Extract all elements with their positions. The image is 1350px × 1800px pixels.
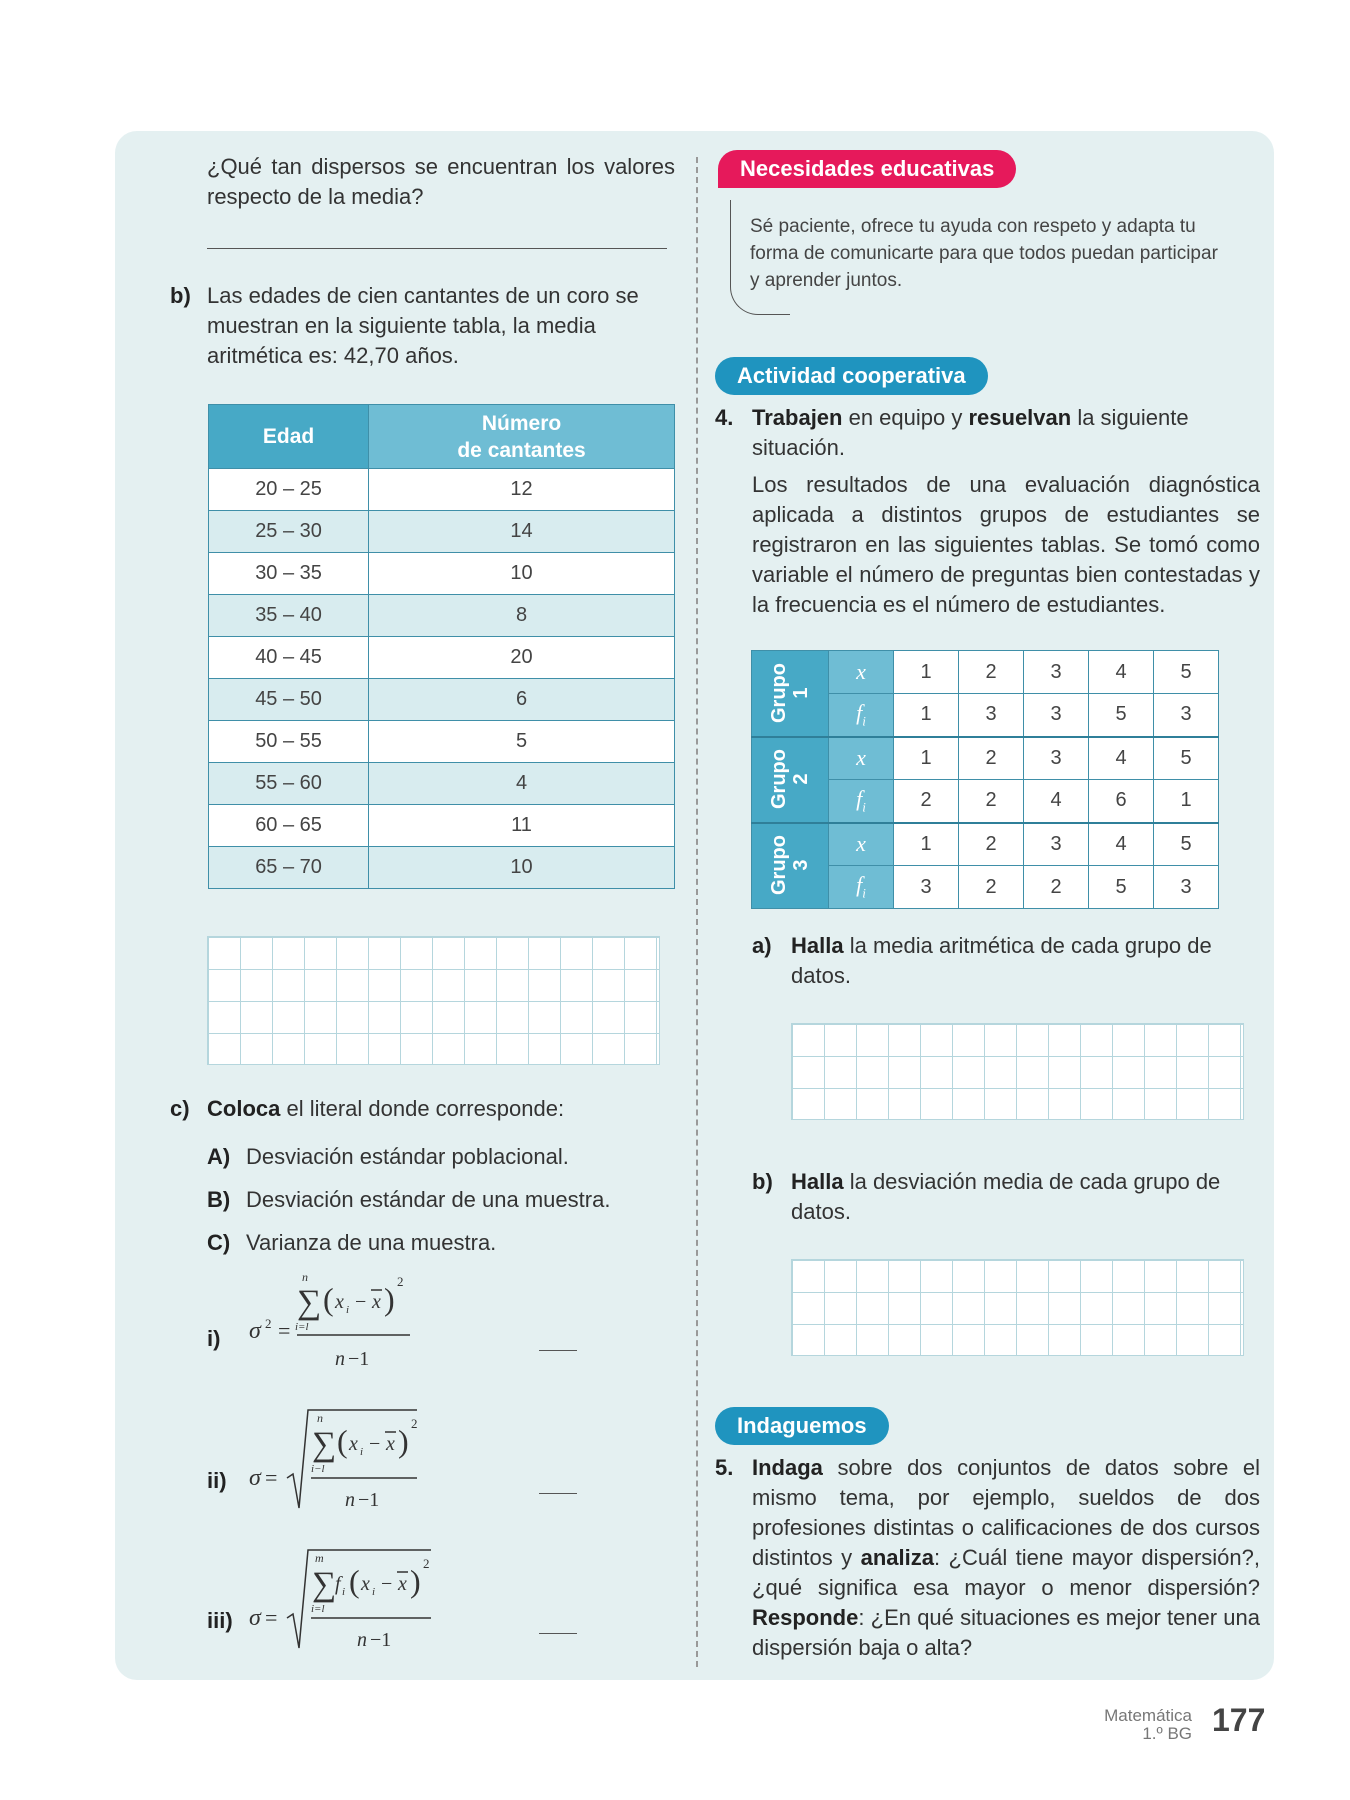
age-range-cell: 45 – 50 [209,679,369,721]
group-label: Grupo 2 [752,737,829,823]
option-a-label: A) [207,1144,231,1169]
count-cell: 4 [369,763,675,805]
svg-text:m: m [315,1551,324,1565]
qa-label: a) [752,933,772,958]
coop-paragraph: Los resultados de una evaluación diagnóstica aplicada a distintos grupos de estudiantes se registraron en las siguientes tablas. Se tomó como variable el número de preguntas bien contestadas y la frecuencia es el número de estudiantes. [752,472,1260,617]
formula-iii-label: iii) [207,1608,233,1633]
group-value-cell: 1 [894,651,959,694]
group-row [752,651,1219,694]
svg-text:=: = [265,1465,278,1490]
blank-iii[interactable] [539,1633,577,1634]
svg-text:σ: σ [249,1605,261,1631]
page-number: 177 [1212,1702,1266,1738]
table-row [209,805,675,847]
group-value-cell: 1 [894,823,959,866]
group-value-cell: 5 [1154,651,1219,694]
svg-text:2: 2 [423,1556,430,1571]
group-value-cell: 2 [959,651,1024,694]
formula-i-label: i) [207,1326,221,1351]
svg-text:i: i [346,1304,350,1316]
frequency-label: $f_i$ [829,780,894,823]
inquire-title: Indaguemos [715,1407,889,1445]
svg-text:2: 2 [265,1316,272,1331]
table-row [209,595,675,637]
ages-table [208,404,675,889]
svg-text:i: i [342,1586,346,1598]
formula-i [245,1268,420,1378]
table-row [209,553,675,595]
option-b-label: B) [207,1187,231,1212]
needs-text: Sé paciente, ofrece tu ayuda con respeto y adapta tu forma de comunicarte para que todos puedan participar y aprender juntos. [750,216,1218,291]
variable-x-label: x [829,823,894,866]
qb-label: b) [752,1169,773,1194]
count-cell: 12 [369,469,675,511]
svg-text:σ: σ [249,1318,261,1344]
svg-text:i−l: i−l [311,1463,325,1475]
answer-grid-qb[interactable] [791,1259,1244,1356]
group-value-cell: 3 [1024,737,1089,780]
answer-grid-qa[interactable] [791,1023,1244,1120]
group-value-cell: 4 [1089,823,1154,866]
svg-text:∑: ∑ [312,1426,337,1463]
svg-text:): ) [410,1563,421,1599]
frequency-label: $f_i$ [829,866,894,909]
svg-text:−: − [381,1573,393,1595]
svg-text:−: − [369,1433,381,1455]
group-value-cell: 2 [1024,866,1089,909]
group-value-cell: 1 [894,694,959,737]
formula-iii [245,1540,445,1655]
group-value-cell: 3 [894,866,959,909]
frequency-label: $f_i$ [829,694,894,737]
group-value-cell: 4 [1024,780,1089,823]
coop-instruction: Trabajen en equipo y resuelvan la siguiente situación. [752,405,1189,460]
count-cell: 6 [369,679,675,721]
svg-text:−1: −1 [348,1348,370,1370]
count-cell: 20 [369,637,675,679]
group-value-cell: 3 [1024,651,1089,694]
blank-i[interactable] [539,1350,577,1351]
svg-text:x: x [372,1291,381,1313]
group-value-cell: 5 [1154,737,1219,780]
group-value-cell: 1 [894,737,959,780]
group-value-cell: 2 [959,866,1024,909]
svg-text:i=l: i=l [311,1603,325,1615]
count-cell: 10 [369,553,675,595]
svg-text:n: n [317,1411,323,1425]
count-cell: 10 [369,847,675,889]
svg-text:n: n [357,1629,367,1651]
age-range-cell: 25 – 30 [209,511,369,553]
svg-text:x: x [349,1433,358,1455]
svg-text:i: i [372,1586,376,1598]
group-row [752,823,1219,866]
table-row [209,847,675,889]
inquire-num: 5. [715,1455,734,1480]
group-value-cell: 5 [1154,823,1219,866]
table-row [209,511,675,553]
svg-text:x: x [335,1291,344,1313]
age-range-cell: 30 – 35 [209,553,369,595]
svg-text:): ) [384,1281,395,1317]
col-header-edad: Edad [209,405,369,469]
group-value-cell: 1 [1154,780,1219,823]
age-range-cell: 60 – 65 [209,805,369,847]
group-value-cell: 2 [894,780,959,823]
qa-text: Halla la media aritmética de cada grupo de datos. [791,933,1212,988]
age-range-cell: 40 – 45 [209,637,369,679]
svg-text:−1: −1 [370,1629,392,1651]
svg-text:∑: ∑ [297,1284,322,1321]
svg-text:=: = [265,1605,278,1630]
groups-table [751,650,1219,909]
blank-ii[interactable] [539,1493,577,1494]
formula-ii [245,1400,430,1515]
qb-text: Halla la desviación media de cada grupo de datos. [791,1169,1221,1224]
group-value-cell: 3 [1154,694,1219,737]
option-b-text: Desviación estándar de una muestra. [246,1187,611,1212]
formula-ii-label: ii) [207,1468,227,1493]
coop-title: Actividad cooperativa [715,357,988,395]
group-value-cell: 5 [1089,694,1154,737]
svg-text:−: − [355,1291,367,1313]
table-row [209,469,675,511]
group-label: Grupo 1 [752,651,829,737]
svg-text:i=l: i=l [295,1321,309,1333]
group-value-cell: 2 [959,823,1024,866]
group-label: Grupo 3 [752,823,829,909]
group-value-cell: 4 [1089,651,1154,694]
group-value-cell: 2 [959,737,1024,780]
svg-text:2: 2 [397,1274,404,1289]
svg-text:2: 2 [411,1416,418,1431]
group-value-cell: 5 [1089,866,1154,909]
age-range-cell: 20 – 25 [209,469,369,511]
column-divider [696,157,698,1667]
svg-text:=: = [278,1318,291,1343]
svg-text:σ: σ [249,1465,261,1491]
svg-text:x: x [361,1573,370,1595]
item-b-text: Las edades de cien cantantes de un coro se muestran en la siguiente tabla, la media aritmética es: 42,70 años. [207,283,639,368]
variable-x-label: x [829,737,894,780]
group-value-cell: 4 [1089,737,1154,780]
count-cell: 11 [369,805,675,847]
svg-text:∑: ∑ [312,1566,337,1603]
option-a-text: Desviación estándar poblacional. [246,1144,569,1169]
option-c-label: C) [207,1230,231,1255]
count-cell: 5 [369,721,675,763]
count-cell: 8 [369,595,675,637]
needs-title: Necesidades educativas [718,150,1016,188]
group-value-cell: 2 [959,780,1024,823]
answer-line [207,248,667,249]
count-cell: 14 [369,511,675,553]
age-range-cell: 50 – 55 [209,721,369,763]
svg-text:f: f [335,1573,341,1595]
footer-subject: Matemática 1.º BG [1104,1706,1192,1743]
age-range-cell: 55 – 60 [209,763,369,805]
group-value-cell: 6 [1089,780,1154,823]
svg-text:(: ( [323,1281,334,1317]
inquire-text: Indaga sobre dos conjuntos de datos sobre el mismo tema, por ejemplo, sueldos de dos profesiones distintas o calificaciones de dos cursos distintos y analiza: ¿Cuál tiene mayor dispersión?, ¿qué significa esa mayor o menor dispersión? Responde: ¿En qué situaciones es mejor tener una dispersión baja o alta? [752,1455,1260,1660]
svg-text:(: ( [337,1423,348,1459]
item-b-label: b) [170,283,191,308]
coop-num: 4. [715,405,734,430]
svg-text:−1: −1 [358,1489,380,1511]
variable-x-label: x [829,651,894,694]
svg-text:x: x [386,1433,395,1455]
svg-text:n: n [302,1270,308,1284]
svg-text:n: n [335,1348,345,1370]
group-value-cell: 3 [1024,694,1089,737]
svg-text:(: ( [349,1563,360,1599]
col-header-count: Número de cantantes [369,405,675,469]
svg-text:x: x [398,1573,407,1595]
age-range-cell: 35 – 40 [209,595,369,637]
svg-text:i: i [360,1446,364,1458]
answer-grid-b[interactable] [207,936,660,1065]
table-row [209,763,675,805]
group-value-cell: 3 [1154,866,1219,909]
table-row [209,721,675,763]
group-row [752,737,1219,780]
group-value-cell: 3 [959,694,1024,737]
svg-text:): ) [398,1423,409,1459]
item-c-label: c) [170,1096,190,1121]
table-row [209,637,675,679]
question-a-text: ¿Qué tan dispersos se encuentran los valores respecto de la media? [207,154,675,209]
age-range-cell: 65 – 70 [209,847,369,889]
option-c-text: Varianza de una muestra. [246,1230,497,1255]
item-c-text: Coloca el literal donde corresponde: [207,1096,565,1121]
table-row [209,679,675,721]
svg-text:n: n [345,1489,355,1511]
group-value-cell: 3 [1024,823,1089,866]
